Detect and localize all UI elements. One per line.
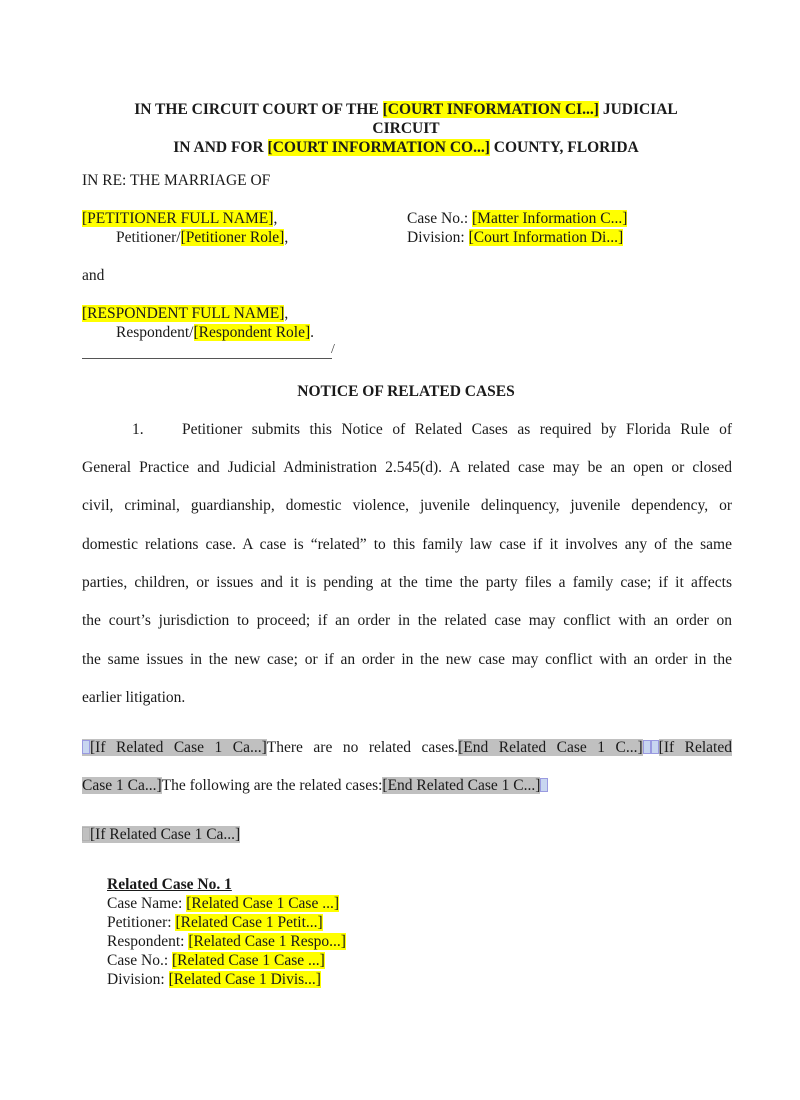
paragraph-line: domestic relations case. A case is “related” to this family law case if it involves any of the same <box>82 536 732 553</box>
court-circuit-field[interactable]: [COURT INFORMATION CI...] <box>382 101 599 118</box>
related-case-number-field[interactable]: [Related Case 1 Case ...] <box>172 952 325 969</box>
related-case-respondent-field[interactable]: [Related Case 1 Respo...] <box>188 933 346 950</box>
paragraph-line: General Practice and Judicial Administration 2.545(d). A related case may be an open or closed <box>82 459 732 476</box>
conditional-line-2: Case 1 Ca...]The following are the related cases:[End Related Case 1 C...] <box>82 777 548 795</box>
related-case-row: Petitioner: [Related Case 1 Petit...] <box>107 914 323 931</box>
if-related-case-field[interactable]: [If Related Case 1 Ca...] <box>82 826 240 843</box>
petitioner-name-field[interactable]: [PETITIONER FULL NAME] <box>82 210 274 227</box>
end-related-case-field[interactable]: [End Related Case 1 C...] <box>382 777 541 794</box>
caption-line-2: CIRCUIT <box>372 120 440 137</box>
field-marker-icon <box>651 740 659 754</box>
field-marker-icon <box>643 740 651 754</box>
in-re-line: IN RE: THE MARRIAGE OF <box>82 172 271 189</box>
caption-line-1: IN THE CIRCUIT COURT OF THE [COURT INFORMATION CI...] JUDICIAL <box>134 101 678 118</box>
paragraph-line: parties, children, or issues and it is pending at the time the party files a family case; if it affects <box>82 574 732 591</box>
related-case-row: Case Name: [Related Case 1 Case ...] <box>107 895 340 912</box>
paragraph-line: civil, criminal, guardianship, domestic violence, juvenile delinquency, juvenile dependency, or <box>82 497 732 514</box>
if-related-case-field[interactable]: [If Related <box>658 739 732 756</box>
related-case-name-field[interactable]: [Related Case 1 Case ...] <box>186 895 340 912</box>
paragraph-line: the court’s jurisdiction to proceed; if an order in the related case may conflict with an order on <box>82 612 732 629</box>
petitioner-role-field[interactable]: [Petitioner Role] <box>180 229 285 246</box>
court-county-field[interactable]: [COURT INFORMATION CO...] <box>267 139 490 156</box>
and-text: and <box>82 267 105 284</box>
related-case-row: Division: [Related Case 1 Divis...] <box>107 971 321 988</box>
respondent-name-field[interactable]: [RESPONDENT FULL NAME] <box>82 305 285 322</box>
related-case-row: Case No.: [Related Case 1 Case ...] <box>107 952 325 969</box>
if-related-case-field-cont[interactable]: Case 1 Ca...] <box>82 777 162 794</box>
case-number-field[interactable]: [Matter Information C...] <box>472 210 628 227</box>
petitioner-name-line: [PETITIONER FULL NAME], <box>82 210 278 227</box>
respondent-name-line: [RESPONDENT FULL NAME], <box>82 305 289 322</box>
end-related-case-field[interactable]: [End Related Case 1 C...] <box>458 739 643 756</box>
paragraph-line: the same issues in the new case; or if an order in the new case may conflict with an order in the <box>82 651 732 668</box>
conditional-line-3 <box>82 826 240 844</box>
division-field[interactable]: [Court Information Di...] <box>468 229 624 246</box>
field-marker-icon <box>82 827 90 841</box>
field-marker-icon <box>540 778 548 792</box>
related-case-division-field[interactable]: [Related Case 1 Divis...] <box>168 971 321 988</box>
paragraph-number: 1. <box>132 421 144 438</box>
caption-line-3: IN AND FOR [COURT INFORMATION CO...] COUNTY, FLORIDA <box>173 139 639 156</box>
signature-slash: / <box>331 342 335 357</box>
related-case-heading: Related Case No. 1 <box>107 876 232 893</box>
related-case-petitioner-field[interactable]: [Related Case 1 Petit...] <box>175 914 323 931</box>
related-case-row: Respondent: [Related Case 1 Respo...] <box>107 933 346 950</box>
document-title: NOTICE OF RELATED CASES <box>297 383 515 400</box>
respondent-role-field[interactable]: [Respondent Role] <box>193 324 311 341</box>
respondent-role-line: Respondent/[Respondent Role]. <box>116 324 315 341</box>
paragraph-line: earlier litigation. <box>82 689 186 706</box>
paragraph-line: Petitioner submits this Notice of Related Cases as required by Florida Rule of <box>182 421 732 438</box>
division-line: Division: [Court Information Di...] <box>407 229 624 246</box>
signature-line <box>82 358 332 359</box>
petitioner-role-line: Petitioner/[Petitioner Role], <box>116 229 289 246</box>
if-related-case-field[interactable]: [If Related Case 1 Ca...] <box>82 739 267 756</box>
field-marker-icon <box>82 740 90 754</box>
conditional-line-1: [If Related Case 1 Ca...]There are no related cases.[End Related Case 1 C...] [If Related <box>82 739 732 757</box>
case-number-line: Case No.: [Matter Information C...] <box>407 210 628 227</box>
